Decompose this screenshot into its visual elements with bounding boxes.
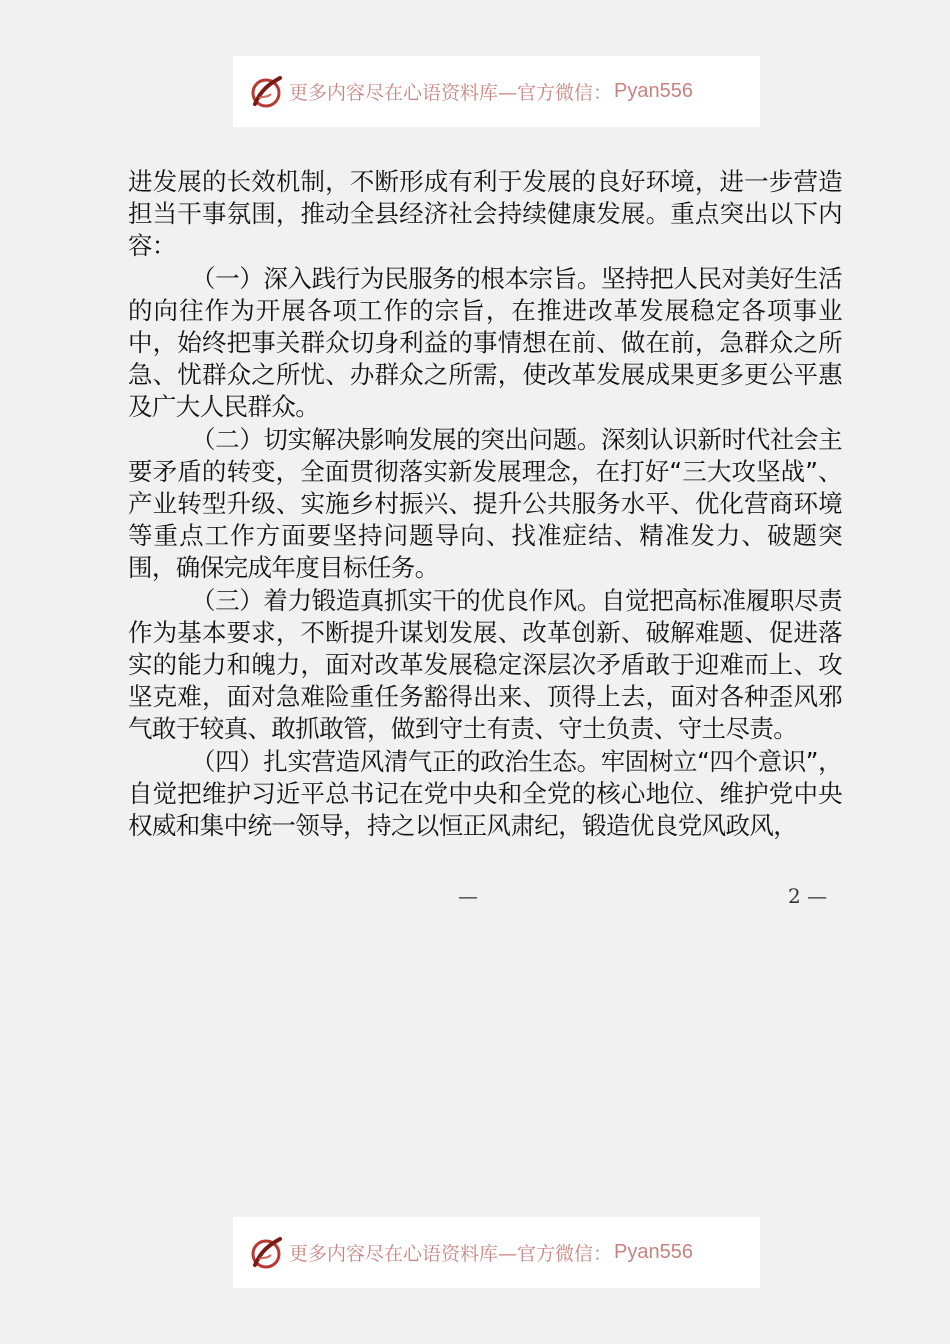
document-body <box>128 166 842 842</box>
paragraph-section-1: （一）深入践行为民服务的根本宗旨。坚持把人民对美好生活的向往作为开展各项工作的宗旨，在推进改革发展稳定各项事业中，始终把事关群众切身利益的事情想在前、做在前，急群众之所急、忧群众之所忧、办群众之所需，使改革发展成果更多更公平惠及广大人民群众。 <box>128 263 842 422</box>
paragraph-continuation: 进发展的长效机制，不断形成有利于发展的良好环境，进一步营造担当干事氛围，推动全县经济社会持续健康发展。重点突出以下内容： <box>128 167 842 261</box>
watermark-text: 更多内容尽在心语资料库—官方微信： <box>289 1243 613 1265</box>
paragraph-section-4: （四）扎实营造风清气正的政治生态。牢固树立“四个意识”，自觉把维护习近平总书记在党中央和全党的核心地位、维护党中央权威和集中统一领导，持之以恒正风肃纪，锻造优良党风政风， <box>128 746 842 841</box>
paragraph-section-2: （二）切实解决影响发展的突出问题。深刻认识新时代社会主要矛盾的转变，全面贯彻落实新发展理念，在打好“三大攻坚战”、产业转型升级、实施乡村振兴、提升公共服务水平、优化营商环境等重点工作方面要坚持问题导向、找准症结、精准发力、破题突围，确保完成年度目标任务。 <box>128 424 842 583</box>
logo-icon <box>249 74 283 110</box>
page-number: 2 — <box>788 884 828 908</box>
paragraph-section-3: （三）着力锻造真抓实干的优良作风。自觉把高标准履职尽责作为基本要求，不断提升谋划发展、改革创新、破解难题、促进落实的能力和魄力，面对改革发展稳定深层次矛盾敢于迎难而上、攻坚克难，面对急难险重任务豁得出来、顶得上去，面对各种歪风邪气敢于较真、敢抓敢管，做到守土有责、守土负责、守土尽责。 <box>128 585 842 744</box>
watermark-id: Pyan556 <box>614 80 693 102</box>
page-number-left-dash: — <box>458 884 478 908</box>
watermark-text: 更多内容尽在心语资料库—官方微信： <box>289 82 613 104</box>
logo-icon <box>249 1235 283 1271</box>
watermark-id: Pyan556 <box>614 1241 693 1263</box>
watermark-banner-bottom <box>233 1217 760 1288</box>
watermark-banner-top <box>233 56 760 127</box>
